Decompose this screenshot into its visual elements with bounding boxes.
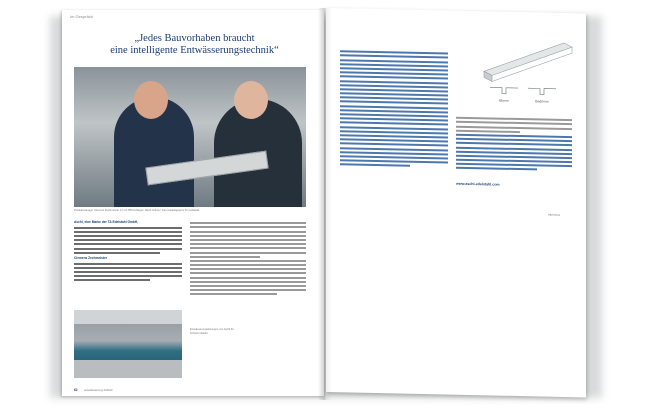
text-line xyxy=(74,252,160,254)
pool-photo xyxy=(74,310,182,378)
page-folio: entwässerung 2/2022 xyxy=(84,388,113,392)
text-line xyxy=(190,243,306,245)
headline-line-2: eine intelligente Entwässerungstechnik“ xyxy=(110,45,279,56)
text-line xyxy=(456,167,537,171)
label-badrinne: Badrinne xyxy=(535,99,549,104)
spine-gutter xyxy=(318,8,332,400)
pool-caption: Entwässerungslösungen von Aschl für Schwimmbäder xyxy=(190,328,234,335)
text-line xyxy=(74,227,182,229)
right-page xyxy=(326,8,586,397)
text-line xyxy=(74,275,182,277)
text-line xyxy=(190,226,306,228)
pool-ceiling xyxy=(74,310,182,324)
text-line xyxy=(190,264,306,266)
person-right-head xyxy=(234,81,268,119)
text-line xyxy=(74,235,182,237)
text-line xyxy=(74,231,182,233)
text-line xyxy=(74,239,182,241)
person-left-head xyxy=(134,81,168,119)
section-diagram-right xyxy=(528,88,556,95)
section-kicker: Im Gespräch xyxy=(70,14,93,19)
page-number: 62 xyxy=(74,388,78,392)
article-headline xyxy=(72,33,317,57)
text-line xyxy=(74,271,182,273)
pool-deck xyxy=(74,360,182,378)
intro-lead: Aschl, eine Marke der TA Edelstahl GmbH, xyxy=(74,220,138,224)
right-folio: Interview xyxy=(548,212,561,217)
text-line xyxy=(456,129,520,132)
text-line xyxy=(190,289,306,291)
text-line xyxy=(190,281,306,283)
headline-line-1: „Jedes Bauvorhaben braucht xyxy=(134,33,255,44)
text-line xyxy=(190,239,306,241)
text-column-2 xyxy=(190,220,306,298)
product-drawing xyxy=(454,31,576,114)
text-line xyxy=(74,263,182,265)
section-diagram-left xyxy=(490,87,518,94)
product-illustration xyxy=(454,31,576,114)
intro-name: Clemens Zechmeister xyxy=(74,255,107,260)
text-line xyxy=(190,260,306,262)
website-url[interactable]: www.aschl-edelstahl.com xyxy=(456,181,500,187)
text-line xyxy=(74,279,150,281)
text-line xyxy=(190,272,306,274)
text-line xyxy=(190,222,306,224)
text-column-1 xyxy=(74,220,182,283)
text-line xyxy=(190,231,306,233)
text-line xyxy=(340,164,410,167)
text-line xyxy=(74,267,182,269)
label-ebene: Ebene xyxy=(499,98,509,103)
text-line xyxy=(190,235,306,237)
text-line xyxy=(190,268,306,270)
text-line xyxy=(190,277,306,279)
text-line xyxy=(74,243,182,245)
right-text-column-2 xyxy=(456,115,572,174)
interview-photo xyxy=(74,67,306,207)
text-line xyxy=(190,285,306,287)
channel-body xyxy=(484,41,572,77)
left-page xyxy=(62,10,324,396)
text-line xyxy=(190,247,306,249)
text-line xyxy=(74,248,182,250)
text-line xyxy=(190,256,260,258)
right-text-column-1 xyxy=(340,48,448,170)
photo-caption: Produktmanager Clemens Zechmeister (l.) mit TBS-Kollegen Jakob Hübner: Das Auslaufgesims für Gebäude xyxy=(74,209,200,212)
text-line xyxy=(190,293,277,295)
text-line xyxy=(190,252,306,254)
